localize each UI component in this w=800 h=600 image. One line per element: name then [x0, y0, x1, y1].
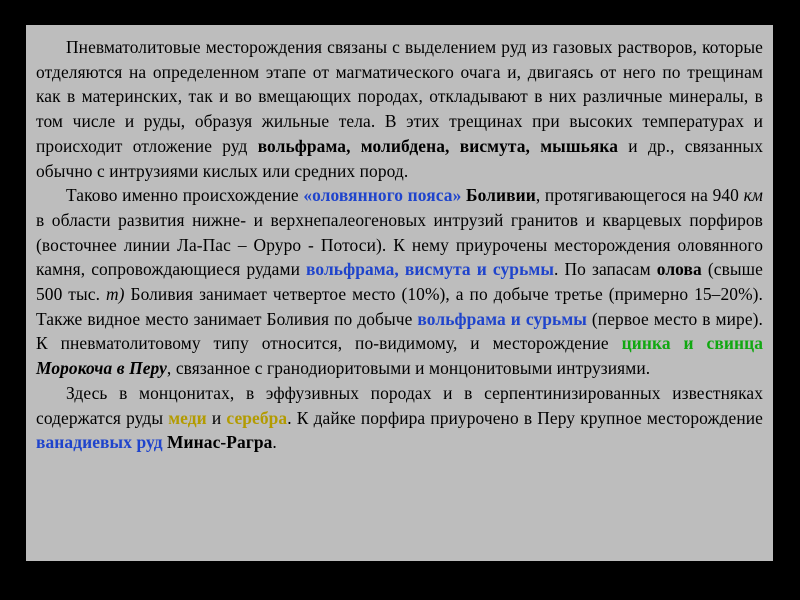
paragraph-3	[36, 381, 763, 455]
p2-text-10: , связанное с гранодиоритовыми и монцонитовыми интрузиями.	[166, 358, 651, 379]
p2-ores-2: вольфрама и сурьмы	[417, 308, 587, 329]
p2-text-4: в области развития нижне- и верхнепалеогеновых интрузий гранитов и кварцевых порфиров (восточнее линии Ла-Пас – Оруро - Потоси). К нему приурочены месторождения оловянного камня, сопровождающиеся рудами	[36, 209, 763, 280]
p2-tin-belt: «оловянного пояса»	[303, 185, 462, 206]
p2-text-7: Боливия занимает четвертое место (10%), а по добыче третье (примерно 15–20%). Также видное место занимает Боливия по добыче	[36, 284, 763, 329]
p1-bold-metals: вольфрама, молибдена, висмута, мышьяка	[257, 135, 619, 156]
p2-ores-1: вольфрама, висмута и сурьмы	[306, 259, 554, 280]
p1-text-2: и др., связанных обычно с интрузиями кислых или средних пород.	[36, 135, 763, 181]
p2-text-6: (свыше 500 тыс.	[36, 259, 763, 305]
p3-text-3: . К дайке порфира приурочено в Перу крупное месторождение	[287, 407, 763, 428]
paragraph-1	[36, 35, 763, 183]
p2-km-unit: км	[743, 185, 763, 206]
p3-text-2: и	[206, 407, 227, 428]
p3-text-5: .	[272, 432, 277, 453]
p3-copper: меди	[168, 407, 207, 428]
p2-t-unit: т)	[106, 284, 125, 305]
slide-text	[36, 35, 763, 455]
p2-tin: олова	[656, 259, 702, 280]
p2-text-1: Таково именно происхождение	[66, 185, 304, 206]
p3-silver: серебра	[226, 407, 288, 428]
p3-vanadium: ванадиевых руд	[36, 432, 163, 453]
p3-text-1: Здесь в монцонитах, в эффузивных породах и в серпентинизированных известняках содержатся руды	[36, 382, 763, 428]
paragraph-2	[36, 183, 763, 381]
p2-zinc-lead: цинка и свинца	[621, 333, 764, 354]
p2-text-5: . По запасам	[554, 259, 657, 280]
p1-text-1: Пневматолитовые месторождения связаны с выделением руд из газовых растворов, которые отделяются на определенном этапе от магматического очага и, двигаясь от него по трещинам как в материнских, так и во вмещающих породах, откладывают в них различные минералы, в том числе и руды, образуя жильные тела. В этих трещинах при высоких температурах и происходит отложение руд	[36, 37, 763, 156]
p2-morococha: Морокоча в Перу	[36, 358, 167, 379]
p3-minas-ragra: Минас-Рагра	[167, 432, 273, 453]
p2-bolivia: Боливии	[465, 185, 536, 206]
p2-text-3: , протягивающегося на 940	[535, 185, 744, 206]
p2-text-8: (первое место в мире). К пневматолитовому типу относится, по-видимому, и месторождение	[36, 308, 763, 354]
